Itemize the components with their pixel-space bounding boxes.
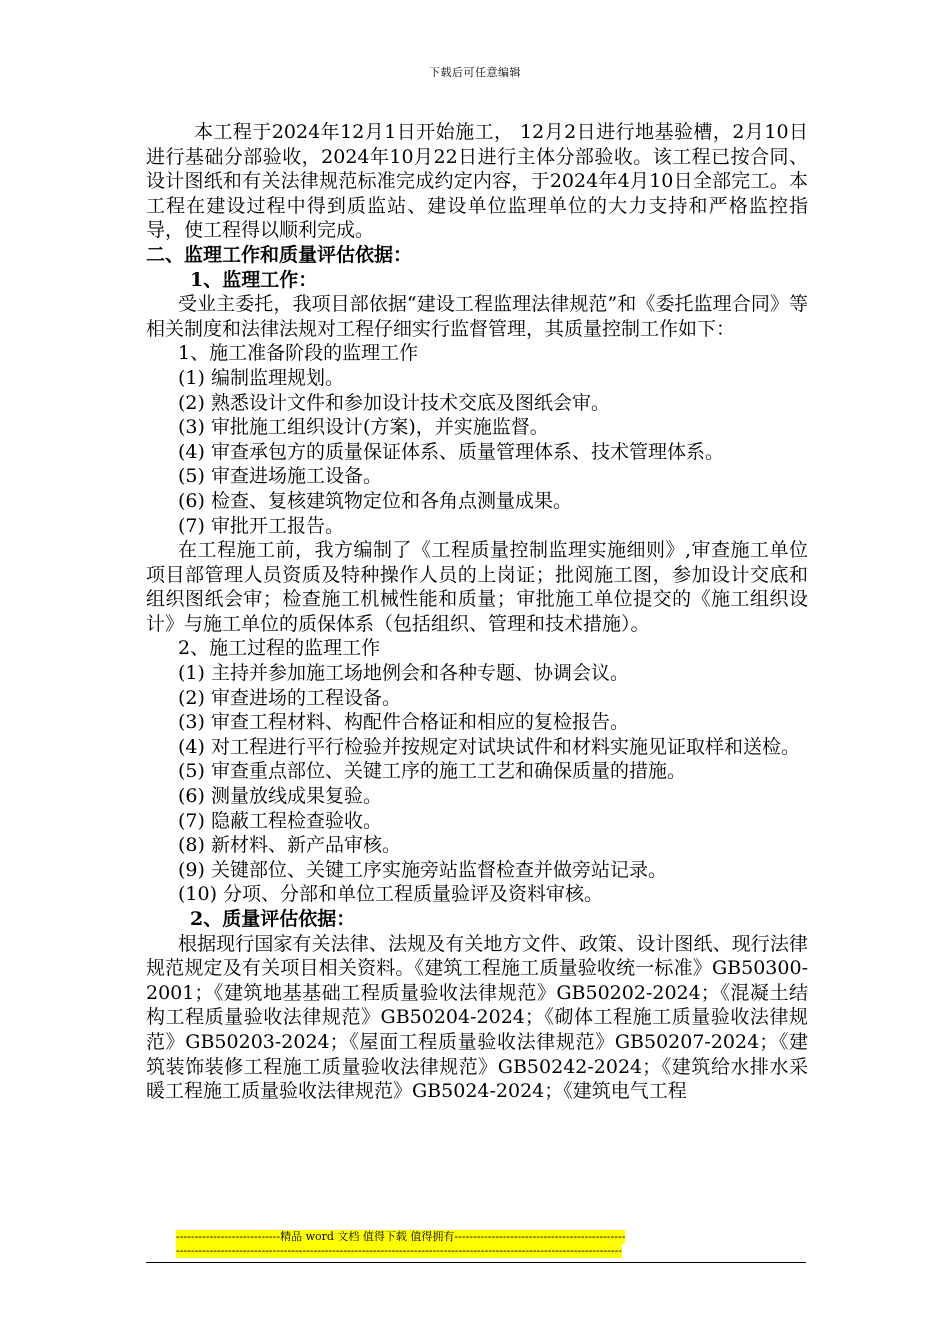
stage2-title: 2、施工过程的监理工作 (178, 637, 381, 660)
list-item: (2) 审查进场的工程设备。 (178, 686, 401, 709)
list-item: (3) 审批施工组织设计(方案)，并实施监督。 (178, 416, 549, 439)
list-item: (4) 审查承包方的质量保证体系、质量管理体系、技术管理体系。 (178, 440, 724, 463)
list-item: (1) 主持并参加施工场地例会和各种专题、协调会议。 (178, 662, 629, 685)
supervision-intro-paragraph: 受业主委托，我项目部依据“建设工程监理法律规范”和《委托监理合同》等相关制度和法律法规对工程仔细实行监督管理，其质量控制工作如下： (146, 293, 808, 340)
footer-line-2: ------------------------------------------------------------------------------------------------------------------------ (176, 1244, 623, 1257)
stage1-title: 1、施工准备阶段的监理工作 (178, 342, 419, 365)
list-item: (5) 审查进场施工设备。 (178, 465, 382, 488)
stage1-summary-paragraph: 在工程施工前，我方编制了《工程质量控制监理实施细则》,审查施工单位项目部管理人员资质及特种操作人员的上岗证；批阅施工图，参加设计交底和组织图纸会审；检查施工机械性能和质量；审批施工单位提交的《施工组织设计》与施工单位的质保体系（包括组织、管理和技术措施）。 (146, 539, 808, 635)
list-item: (9) 关键部位、关键工序实施旁站监督检查并做旁站记录。 (178, 858, 667, 881)
section-heading-2: 二、监理工作和质量评估依据： (146, 243, 413, 266)
page-footer (176, 1230, 774, 1258)
list-item: (8) 新材料、新产品审核。 (178, 834, 401, 857)
subheading-supervision-work: 1、监理工作： (190, 268, 318, 291)
footer-line-1: ----------------------------精品 word 文档 值得下载 值得拥有---------------------------------------------- (176, 1230, 626, 1243)
page-header: 下载后可任意编辑 (429, 66, 521, 79)
list-item: (4) 对工程进行平行检验并按规定对试块试件和材料实施见证取样和送检。 (178, 735, 800, 758)
list-item: (2) 熟悉设计文件和参加设计技术交底及图纸会审。 (178, 391, 610, 414)
list-item: (3) 审查工程材料、构配件合格证和相应的复检报告。 (178, 711, 629, 734)
quality-basis-paragraph: 根据现行国家有关法律、法规及有关地方文件、政策、设计图纸、现行法律规范规定及有关项目相关资料。《建筑工程施工质量验收统一标准》GB50300-2001；《建筑地基基础工程质量验收法律规范》GB50202-2024；《混凝土结构工程质量验收法律规范》GB50204-2024；《砌体工程施工质量验收法律规范》GB50203-2024；《屋面工程质量验收法律规范》GB50207-2024；《建筑装饰装修工程施工质量验收法律规范》GB50242-2024；《建筑给水排水采暖工程施工质量验收法律规范》GB5024-2024；《建筑电气工程 (146, 932, 808, 1103)
list-item: (6) 检查、复核建筑物定位和各角点测量成果。 (178, 489, 572, 512)
intro-paragraph: 本工程于2024年12月1日开始施工， 12月2日进行地基验槽，2月10日进行基础分部验收，2024年10月22日进行主体分部验收。该工程已按合同、设计图纸和有关法律规范标准完成约定内容，于2024年4月10日全部完工。本工程在建设过程中得到质监站、建设单位监理单位的大力支持和严格监控指导，使工程得以顺利完成。 (146, 121, 808, 242)
list-item: (1) 编制监理规划。 (178, 366, 344, 389)
list-item: (10) 分项、分部和单位工程质量验评及资料审核。 (178, 883, 604, 906)
subheading-quality-basis: 2、质量评估依据： (190, 908, 356, 930)
list-item: (6) 测量放线成果复验。 (178, 785, 382, 808)
footer-divider (146, 1262, 806, 1263)
list-item: (7) 隐蔽工程检查验收。 (178, 809, 382, 832)
list-item: (5) 审查重点部位、关键工序的施工工艺和确保质量的措施。 (178, 760, 686, 783)
list-item: (7) 审批开工报告。 (178, 514, 344, 537)
document-body (146, 120, 808, 1104)
